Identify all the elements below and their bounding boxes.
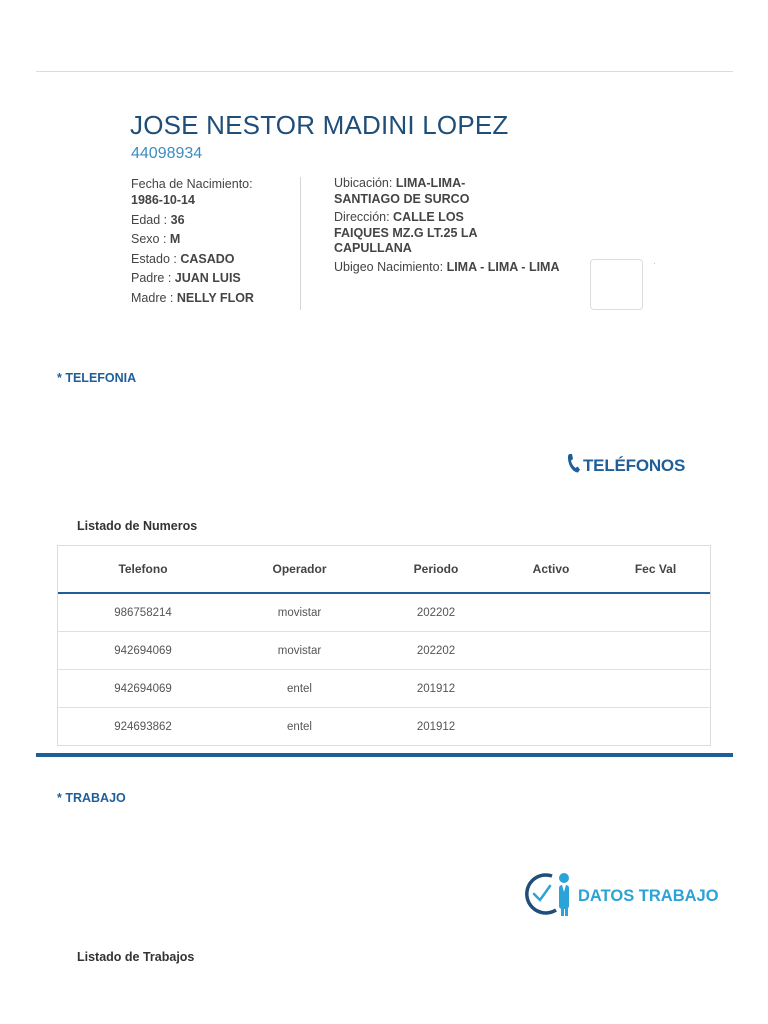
age-label: Edad : [131, 212, 171, 227]
cell-periodo: 202202 [416, 644, 456, 657]
civil-status-label: Estado : [131, 251, 181, 266]
datos-trabajo-brand [522, 870, 719, 923]
location-field [334, 176, 494, 207]
age-value: 36 [170, 212, 185, 227]
top-divider [36, 71, 733, 72]
location-label: Ubicación: [334, 176, 396, 190]
address-label: Dirección: [334, 210, 394, 224]
telefonos-brand-label: TELÉFONOS [583, 455, 686, 475]
cell-operador: movistar [277, 606, 322, 619]
cell-telefono: 986758214 [114, 606, 172, 619]
cell-telefono: 942694069 [114, 644, 172, 657]
father-label: Padre : [131, 271, 175, 285]
birth-date-label: Fecha de Nacimiento: [131, 177, 253, 191]
cell-periodo: 202202 [416, 606, 456, 619]
telefonia-section-title: * TELEFONIA [57, 371, 137, 385]
table-row [58, 594, 710, 632]
address-value: CALLE LOS FAIQUES MZ.G LT.25 LA CAPULLANA [334, 210, 478, 255]
location-value: LIMA-LIMA-SANTIAGO DE SURCO [334, 176, 470, 206]
table-row [58, 632, 710, 670]
cell-operador: entel [287, 720, 312, 733]
cell-periodo: 201912 [416, 682, 456, 695]
civil-status-value: CASADO [180, 251, 235, 266]
photo-dot: · [653, 258, 656, 268]
cell-operador: entel [287, 682, 312, 695]
birth-date-value: 1986-10-14 [131, 193, 195, 207]
clock-worker-icon [522, 870, 578, 923]
birth-ubigeo-field [334, 260, 584, 276]
sex-label: Sexo : [131, 232, 170, 246]
phones-table [57, 545, 711, 746]
mother-field [131, 290, 296, 306]
col-telefono: Telefono [118, 562, 168, 576]
cell-operador: movistar [277, 644, 322, 657]
father-field [131, 270, 296, 286]
table-row [58, 670, 710, 708]
col-fec-val: Fec Val [634, 562, 677, 576]
phones-table-header [58, 546, 710, 594]
location-details [334, 176, 560, 278]
mother-label: Madre : [131, 290, 177, 305]
person-photo [590, 259, 643, 310]
col-operador: Operador [272, 562, 327, 576]
sex-value: M [169, 232, 181, 246]
mother-value: NELLY FLOR [176, 290, 254, 305]
telefonos-brand [565, 452, 685, 479]
cell-telefono: 942694069 [114, 682, 172, 695]
table-row [58, 708, 710, 745]
phone-icon [565, 452, 583, 479]
cell-periodo: 201912 [416, 720, 456, 733]
sex-field [131, 231, 296, 247]
father-value: JUAN LUIS [174, 271, 241, 285]
person-name: JOSE NESTOR MADINI LOPEZ [130, 110, 509, 140]
birth-date-field [131, 176, 296, 208]
numbers-list-title: Listado de Numeros [77, 519, 198, 533]
birth-ubigeo-label: Ubigeo Nacimiento: [334, 259, 447, 274]
cell-telefono: 924693862 [114, 720, 172, 733]
trabajo-section-title: * TRABAJO [57, 791, 126, 805]
col-activo: Activo [532, 562, 570, 576]
section-separator-bar [36, 753, 733, 757]
datos-trabajo-brand-label: DATOS TRABAJO [578, 887, 719, 905]
jobs-list-title: Listado de Trabajos [77, 950, 195, 964]
civil-status-field [131, 251, 296, 267]
col-periodo: Periodo [413, 562, 459, 576]
personal-details [131, 176, 296, 309]
birth-ubigeo-value: LIMA - LIMA - LIMA [446, 259, 560, 274]
address-field [334, 210, 494, 257]
person-dni: 44098934 [131, 145, 203, 162]
vertical-divider [300, 177, 301, 310]
age-field [131, 212, 296, 228]
